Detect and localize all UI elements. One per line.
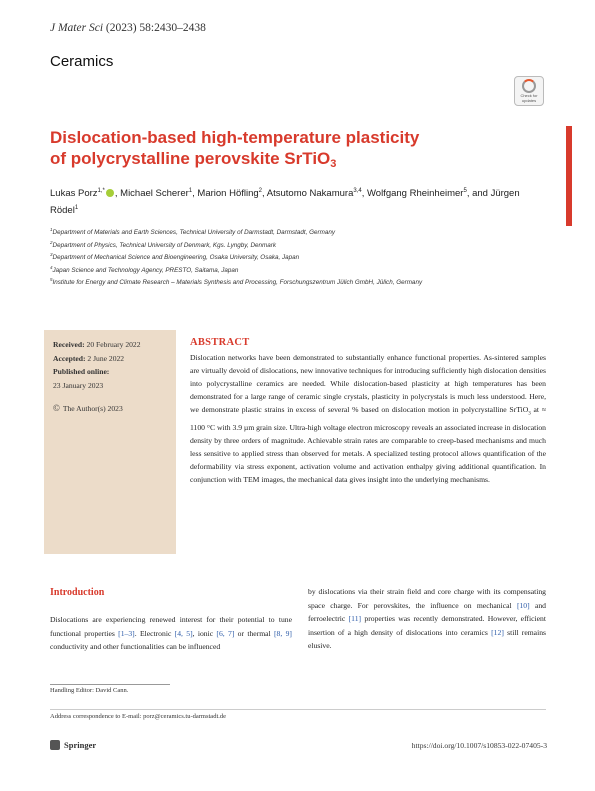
received-date xyxy=(53,338,167,352)
orcid-icon[interactable] xyxy=(106,189,114,197)
check-updates-icon xyxy=(522,79,536,93)
doi-link[interactable]: https://doi.org/10.1007/s10853-022-07405-3 xyxy=(411,741,547,750)
affiliation-item xyxy=(50,224,560,237)
intro-text: or thermal xyxy=(234,628,275,638)
affiliation-number: 3 xyxy=(50,252,53,257)
intro-column-right xyxy=(308,585,546,653)
intro-text: conductivity and other functionalities can be influenced xyxy=(50,642,221,651)
intro-text: , ionic xyxy=(192,628,217,638)
published-value: 23 January 2023 xyxy=(53,380,104,390)
journal-name: J Mater Sci xyxy=(50,22,104,34)
affiliation-item xyxy=(50,274,560,287)
intro-text: by dislocations via their strain field and core charge with its compensating space charge. For perovskites, the influence on mechanical xyxy=(308,587,546,610)
abstract-part-2: at ≈ 1100 °C with 3.9 µm grain size. Ultra-high voltage electron microscopy reveals an associated increase in dislocation density by three orders of magnitude. Achievable strain rates are comparable to creep-based mechanisms and much less sensitive to applied stress than observed for metals. A specialized testing protocol allows quantification of the deformability via stress exponent, activation volume and activation enthalpy giving additional quantification. In conjunction with TEM images, the mechanical data gives insight into the underlying mechanisms. xyxy=(190,405,547,484)
citation-link[interactable]: [10] xyxy=(516,600,530,610)
affiliation-item xyxy=(50,249,560,262)
affiliations xyxy=(50,224,560,287)
accent-bar xyxy=(566,126,572,226)
affiliation-item xyxy=(50,262,560,275)
accepted-date xyxy=(53,352,167,366)
published-label: Published online: xyxy=(53,367,110,376)
received-label: Received: xyxy=(53,340,85,349)
intro-text: and ferroelectric xyxy=(308,600,546,623)
handling-editor-note: Handling Editor: David Cann. xyxy=(50,687,129,694)
affiliation-number: 1 xyxy=(50,227,53,232)
author-affil: 1 xyxy=(74,205,79,211)
publisher-name: Springer xyxy=(64,740,97,750)
intro-text: . Electronic xyxy=(134,628,175,638)
author-list xyxy=(50,184,550,218)
article-history-box xyxy=(44,330,176,554)
affiliation-text: Japan Science and Technology Agency, PRESTO, Saitama, Japan xyxy=(52,266,239,274)
journal-citation xyxy=(50,22,206,34)
title-line-2: of polycrystalline perovskite SrTiO xyxy=(50,149,331,168)
affiliation-number: 4 xyxy=(50,264,53,270)
citation-link[interactable]: [8, 9] xyxy=(274,628,292,638)
author-name: , and Jürgen Rödel xyxy=(50,188,520,216)
copyright-icon: © xyxy=(53,403,60,413)
citation-link[interactable]: [12] xyxy=(491,627,504,637)
abstract-body xyxy=(190,351,546,486)
author-affil: 5 xyxy=(463,188,467,194)
citation-link[interactable]: [4, 5] xyxy=(174,628,193,638)
author-affil: 1 xyxy=(188,188,193,194)
intro-text: properties was recently demonstrated. However, efficient insertion of a high density of dislocations into ceramics xyxy=(308,614,546,637)
publisher-logo xyxy=(50,740,96,750)
footnote-divider xyxy=(50,684,170,685)
intro-text: still remains elusive. xyxy=(308,627,546,650)
springer-horse-icon xyxy=(50,740,60,750)
affiliation-text: Department of Physics, Technical University of Denmark, Kgs. Lyngby, Denmark xyxy=(52,241,277,249)
journal-volume: (2023) 58:2430–2438 xyxy=(105,22,206,34)
affiliation-number: 2 xyxy=(50,239,53,245)
paper-title xyxy=(50,127,500,175)
copyright xyxy=(53,402,167,416)
citation-link[interactable]: [1–3] xyxy=(118,628,135,638)
copyright-text: The Author(s) 2023 xyxy=(62,404,123,413)
citation-link[interactable]: [6, 7] xyxy=(216,628,235,638)
citation-link[interactable]: [11] xyxy=(348,614,362,623)
check-updates-label: Check for updates xyxy=(520,93,538,103)
intro-text: Dislocations are experiencing renewed interest for their potential to tune functional properties xyxy=(50,615,292,638)
author-affil: 2 xyxy=(258,188,263,194)
author-name: , Atsutomo Nakamura xyxy=(262,188,354,199)
author-name: , Michael Scherer xyxy=(114,188,189,199)
abstract-part-1: Dislocation networks have been demonstrated to substantially enhance functional properties. As-sintered samples are virtually devoid of dislocations, new innovative techniques for introducing sufficiently high dislocation densities into polycrystalline ceramics are needed. While dislocation-based plasticity at high temperatures has been demonstrated for a large range of ceramic single crystals, plasticity in polycrystals is much less understood. Here, we demonstrate plastic strains in excess of several % based on dislocation motion in polycrystalline SrTiO xyxy=(190,353,546,415)
accepted-value: 2 June 2022 xyxy=(87,353,125,363)
introduction-heading: Introduction xyxy=(50,587,105,598)
affiliation-text: Institute for Energy and Climate Research – Materials Synthesis and Processing, Forschungszentrum Jülich GmbH, Jülich, Germany xyxy=(52,279,423,286)
author-name: , Wolfgang Rheinheimer xyxy=(361,188,464,199)
author-name: , Marion Höfling xyxy=(192,188,259,199)
abstract-subscript: 3 xyxy=(528,411,531,417)
abstract-heading: ABSTRACT xyxy=(190,337,250,348)
check-for-updates-badge[interactable] xyxy=(514,76,544,106)
author-affil: 1,* xyxy=(97,188,105,194)
author-affil: 3,4 xyxy=(353,188,362,194)
accepted-label: Accepted: xyxy=(53,353,86,363)
affiliation-text: Department of Materials and Earth Sciences, Technical University of Darmstadt, Darmstadt, Germany xyxy=(52,229,336,236)
affiliation-number: 5 xyxy=(50,277,53,282)
title-line-1: Dislocation-based high-temperature plasticity xyxy=(50,128,420,147)
affiliation-item xyxy=(50,237,560,250)
footnote-divider-2 xyxy=(50,709,546,710)
section-label: Ceramics xyxy=(50,53,114,70)
correspondence-note: Address correspondence to E-mail: porz@ceramics.tu-darmstadt.de xyxy=(50,713,227,720)
intro-column-left xyxy=(50,613,292,654)
affiliation-text: Department of Mechanical Science and Bioengineering, Osaka University, Osaka, Japan xyxy=(52,254,300,261)
author-name: Lukas Porz xyxy=(50,188,98,199)
received-value: 20 February 2022 xyxy=(86,340,141,349)
title-subscript: 3 xyxy=(330,158,337,170)
